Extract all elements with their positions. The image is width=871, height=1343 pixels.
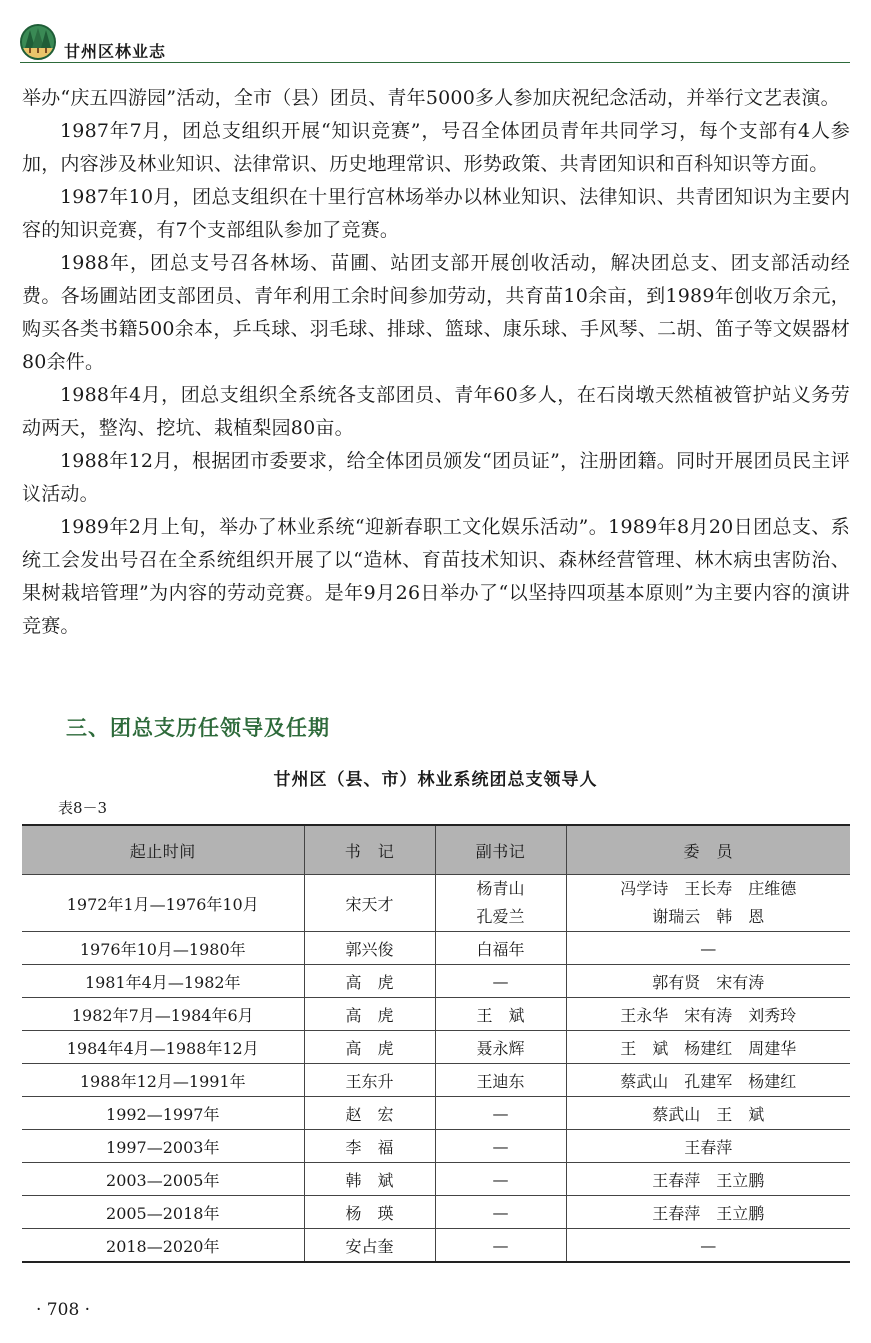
book-title: 甘州区林业志: [64, 42, 167, 61]
secretary-cell: 赵 宏: [304, 1097, 435, 1130]
table-row: [22, 1229, 850, 1263]
secretary-cell: 李 福: [304, 1130, 435, 1163]
members-line: 谢瑞云 韩 恩: [652, 907, 765, 926]
paragraph: 1988年12月，根据团市委要求，给全体团员颁发“团员证”，注册团籍。同时开展团员民主评议活动。: [22, 450, 850, 505]
deputy-cell: —: [435, 965, 566, 998]
deputy-cell: 王 斌: [435, 998, 566, 1031]
period-cell: 1982年7月—1984年6月: [22, 998, 304, 1031]
period-cell: 1981年4月—1982年: [22, 965, 304, 998]
header-members: 委 员: [566, 825, 850, 875]
paragraph: 1988年，团总支号召各林场、苗圃、站团支部开展创收活动，解决团总支、团支部活动经费。各场圃站团支部团员、青年利用工余时间参加劳动，共育苗10余亩，到1989年创收万余元，购买各类书籍500余本，乒乓球、羽毛球、排球、篮球、康乐球、手风琴、二胡、笛子等文娱器材80余件。: [22, 252, 850, 373]
forest-logo-icon: [20, 24, 56, 60]
table-row: [22, 932, 850, 965]
table-row: [22, 1064, 850, 1097]
period-cell: 2003—2005年: [22, 1163, 304, 1196]
deputy-name: 孔爱兰: [476, 907, 525, 926]
deputy-cell: 聂永辉: [435, 1031, 566, 1064]
paragraph: 1987年7月，团总支组织开展“知识竞赛”，号召全体团员青年共同学习，每个支部有4人参加，内容涉及林业知识、法律常识、历史地理常识、形势政策、共青团知识和百科知识等方面。: [22, 120, 850, 175]
secretary-cell: 杨 瑛: [304, 1196, 435, 1229]
members-cell: 王 斌 杨建红 周建华: [566, 1031, 850, 1064]
secretary-cell: 宋天才: [304, 875, 435, 932]
table-number: 表8－3: [58, 799, 108, 817]
period-cell: 2018—2020年: [106, 1236, 220, 1256]
section-heading: 三、团总支历任领导及任期: [66, 716, 330, 740]
page-header: [20, 22, 850, 63]
body-text: [22, 82, 850, 643]
deputy-cell: 白福年: [435, 932, 566, 965]
table-row: [22, 1097, 850, 1130]
table-row: [22, 998, 850, 1031]
members-cell: [566, 875, 850, 932]
secretary-cell: 高 虎: [304, 965, 435, 998]
members-cell: —: [566, 932, 850, 965]
page-number: · 708 ·: [36, 1300, 91, 1320]
table-row: [22, 875, 850, 932]
deputy-cell: 王迪东: [435, 1064, 566, 1097]
deputy-cell: [435, 875, 566, 932]
deputy-name: 杨青山: [476, 879, 525, 898]
header-deputy: 副书记: [435, 825, 566, 875]
secretary-cell: 高 虎: [304, 1031, 435, 1064]
period-cell: 1972年1月—1976年10月: [22, 875, 304, 932]
table-row: [22, 1130, 850, 1163]
header-secretary: 书 记: [304, 825, 435, 875]
table-row: [22, 1031, 850, 1064]
deputy-cell: —: [435, 1196, 566, 1229]
paragraph: 1989年2月上旬，举办了林业系统“迎新春职工文化娱乐活动”。1989年8月20日团总支、系统工会发出号召在全系统组织开展了以“造林、育苗技术知识、森林经营管理、林木病虫害防治、果树栽培管理”为内容的劳动竞赛。是年9月26日举办了“以坚持四项基本原则”为主要内容的演讲竞赛。: [22, 516, 850, 637]
members-cell: —: [566, 1229, 850, 1263]
deputy-cell: —: [435, 1229, 566, 1263]
period-cell: 1984年4月—1988年12月: [22, 1031, 304, 1064]
deputy-cell: —: [435, 1130, 566, 1163]
members-cell: 蔡武山 王 斌: [566, 1097, 850, 1130]
secretary-cell: 韩 斌: [304, 1163, 435, 1196]
table-header-row: [22, 825, 850, 875]
members-cell: 蔡武山 孔建军 杨建红: [566, 1064, 850, 1097]
table-title: 甘州区（县、市）林业系统团总支领导人: [273, 770, 598, 790]
period-cell: 1976年10月—1980年: [22, 932, 304, 965]
paragraph: 1988年4月，团总支组织全系统各支部团员、青年60多人，在石岗墩天然植被管护站义务劳动两天，整沟、挖坑、栽植梨园80亩。: [22, 384, 850, 439]
deputy-cell: —: [435, 1097, 566, 1130]
members-cell: 郭有贤 宋有涛: [566, 965, 850, 998]
members-line: 冯学诗 王长寿 庄维德: [620, 879, 797, 898]
members-cell: 王春萍: [566, 1130, 850, 1163]
table-row: [22, 965, 850, 998]
paragraph: 举办“庆五四游园”活动，全市（县）团员、青年5000多人参加庆祝纪念活动，并举行文艺表演。: [22, 87, 840, 109]
secretary-cell: 王东升: [304, 1064, 435, 1097]
period-cell: 1997—2003年: [22, 1130, 304, 1163]
members-cell: 王春萍 王立鹏: [566, 1163, 850, 1196]
leaders-table: [22, 824, 850, 1263]
period-cell: 1988年12月—1991年: [22, 1064, 304, 1097]
period-cell: 1992—1997年: [22, 1097, 304, 1130]
table-row: [22, 1196, 850, 1229]
paragraph: 1987年10月，团总支组织在十里行宫林场举办以林业知识、法律知识、共青团知识为主要内容的知识竞赛，有7个支部组队参加了竞赛。: [22, 186, 850, 241]
secretary-cell: 安占奎: [304, 1229, 435, 1263]
period-cell: 2005—2018年: [22, 1196, 304, 1229]
members-cell: 王春萍 王立鹏: [566, 1196, 850, 1229]
secretary-cell: 高 虎: [304, 998, 435, 1031]
members-cell: 王永华 宋有涛 刘秀玲: [566, 998, 850, 1031]
header-period: 起止时间: [22, 825, 304, 875]
secretary-cell: 郭兴俊: [304, 932, 435, 965]
deputy-cell: —: [435, 1163, 566, 1196]
table-row: [22, 1163, 850, 1196]
